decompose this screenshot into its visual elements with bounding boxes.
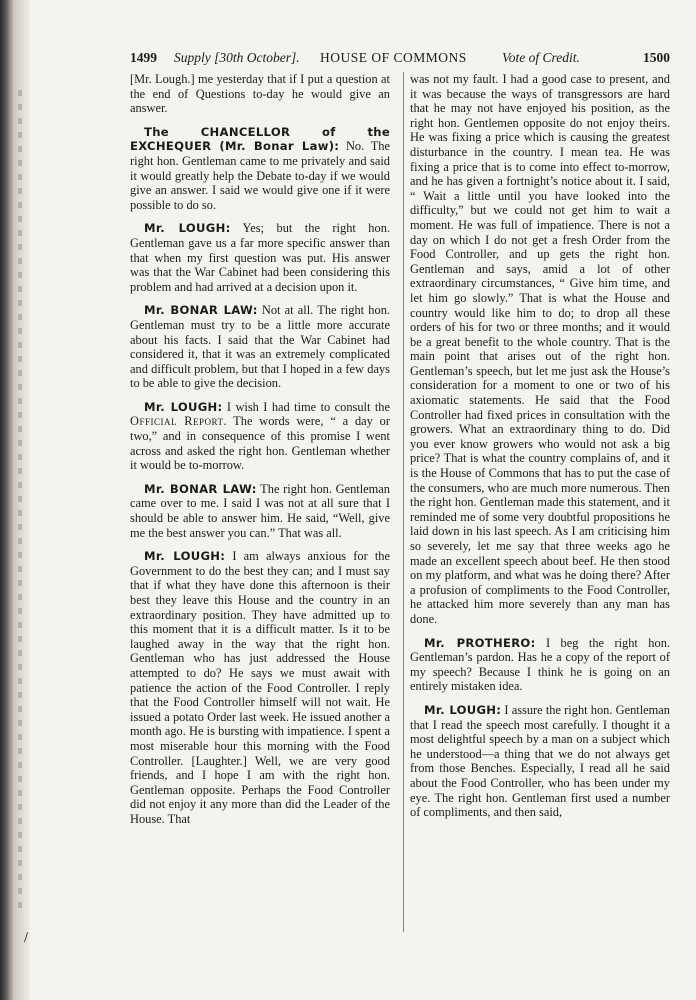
left-column <box>130 72 390 827</box>
page-number-left: 1499 <box>130 50 157 65</box>
speaker-name: Mr. LOUGH: <box>144 549 226 564</box>
speaker-name: Mr. BONAR LAW: <box>144 303 258 318</box>
paragraph <box>130 303 390 391</box>
paragraph-text: [Mr. Lough.] me yesterday that if I put a question at the end of Questions to-day he would give an answer. <box>130 72 390 116</box>
page-header <box>130 50 670 70</box>
official-report-reference: Official Report <box>130 414 224 429</box>
paragraph-text: I wish I had time to consult the <box>222 399 390 414</box>
paragraph-text: The right hon. Gentleman came over to me. I said I was not at all sure that I should be able to answer him. He said, “Well, give me the best answer you can.” That was all. <box>130 481 390 540</box>
paragraph-text: Not at all. The right hon. Gentleman must try to be a little more accurate about his facts. I said that the War Cabinet had considered it, that it was an extremely complicated and difficult problem, but that I hoped in a few days to be able to give the decision. <box>130 303 390 391</box>
paragraph-text: I beg the right hon. Gentleman’s pardon. Has he a copy of the report of my speech? Because I think he is going on an entirely mistaken idea. <box>410 635 670 694</box>
paragraph <box>130 482 390 540</box>
paragraph-text: I assure the right hon. Gentleman that I read the speech most carefully. I thought it a most delightful speech by a man on a subject which he understood—a thing that we do not always get from those Benches. Especially, I read all he said about the Food Controller, who has been under my eye. The right hon. Gentleman first used a number of compliments, and then said, <box>410 702 670 820</box>
right-column <box>410 72 670 820</box>
paragraph-text: No. The right hon. Gentleman came to me privately and said it would greatly help the Debate to-day if we would give an answer. I said we would give one if it were possible to do so. <box>130 139 390 212</box>
paragraph-text: Yes; but the right hon. Gentleman gave us a far more specific answer than that when my first question was put. His answer was that the War Cabinet had been considering this problem and had arrived at a decision upon it. <box>130 221 390 294</box>
paragraph-text: was not my fault. I had a good case to present, and it was because the ways of transgressors are hard that he may not have enjoyed his position, as the right hon. Gentlemen opposite do not enjoy theirs. He was fixing a price which is causing the greatest disturbance in the country. I mean tea. He was fixing a price that is to come into effect to-morrow, and he has given a fortnight’s notice about it. I said, “ Wait a little until you have looked into the difficulty,” but we could not get him to wait a moment. He was full of impatience. There is not a day on which I do not get a fresh Order from the Food Controller, and up gets the right hon. Gentleman and says, amid a lot of other extraordinary circumstances, “ Give him time, and let him go slowly.” That is what the House and country would like him to do; to drop all these orders of his for two or three months; and it would be a great benefit to the whole country. That is the main point that arises out of the right hon. Gentleman’s speech, but let me just ask the House’s consideration for a moment to one or two of his axiomatic statements. He said that the Food Controller had fixed prices in consultation with the growers. What an extraordinary thing to do. Did you ever know growers who would not ask a big price? That is what the country complains of, and it is the House of Commons that has to put the case of the consumers, who are much more numerous. Then the right hon. Gentleman made this statement, and it reminded me of some very doubtful propositions he laid down in his last speech. As I am criticising him so severely, let me say that three weeks ago he made an excellent speech about beef. He then stood on my platform, and what was he doing there? After a profusion of compliments to the Food Controller, he attacked him more severely than any man has done. <box>410 72 670 626</box>
speaker-name: Mr. PROTHERO: <box>424 635 536 650</box>
paragraph <box>410 703 670 820</box>
paragraph <box>130 400 390 473</box>
book-binding-edge <box>0 0 30 1000</box>
speaker-name: Mr. LOUGH: <box>144 399 223 414</box>
speaker-name: Mr. LOUGH: <box>424 702 502 717</box>
paragraph-text: . The words were, “ a day or two,” and in consequence of this promise I went across and asked the right hon. Gentleman whether it would be to-morrow. <box>130 414 390 473</box>
paragraph <box>130 221 390 294</box>
header-supply-date: Supply [30th October]. <box>174 50 300 65</box>
binding-stitch-marks <box>18 90 22 910</box>
paragraph <box>130 72 390 116</box>
speaker-name: The CHANCELLOR of the EXCHEQUER (Mr. Bonar Law): <box>130 124 390 154</box>
margin-ink-mark: ∕ <box>24 930 29 944</box>
header-vote-title: Vote of Credit. <box>502 50 580 65</box>
column-divider <box>403 72 404 932</box>
speaker-name: Mr. BONAR LAW: <box>144 481 257 496</box>
header-house-title: HOUSE OF COMMONS <box>320 50 467 65</box>
page-number-right: 1500 <box>643 50 670 65</box>
paragraph <box>130 549 390 826</box>
paragraph <box>410 636 670 694</box>
paragraph-text: I am always anxious for the Government to do the best they can; and I must say that if what they have done this afternoon is their best they leave this House and the country in an extraordinary position. They have admitted up to this moment that it is a difficult matter. Is it to be laughed away in the way that the right hon. Gentleman who has just addressed the House attempted to do? He says we must await with patience the action of the Food Controller. I reply that the Food Controller himself will not wait. He issued a potato Order last week. He issued another a month ago. He is bursting with impatience. I spent a most miserable hour this morning with the Food Controller. [Laughter.] Well, we are very good friends, and I hope I am with the right hon. Gentleman opposite. Perhaps the Food Controller did not enjoy it any more than did the Leader of the House. That <box>130 549 390 826</box>
paragraph <box>410 72 670 627</box>
paragraph <box>130 125 390 213</box>
speaker-name: Mr. LOUGH: <box>144 221 231 236</box>
